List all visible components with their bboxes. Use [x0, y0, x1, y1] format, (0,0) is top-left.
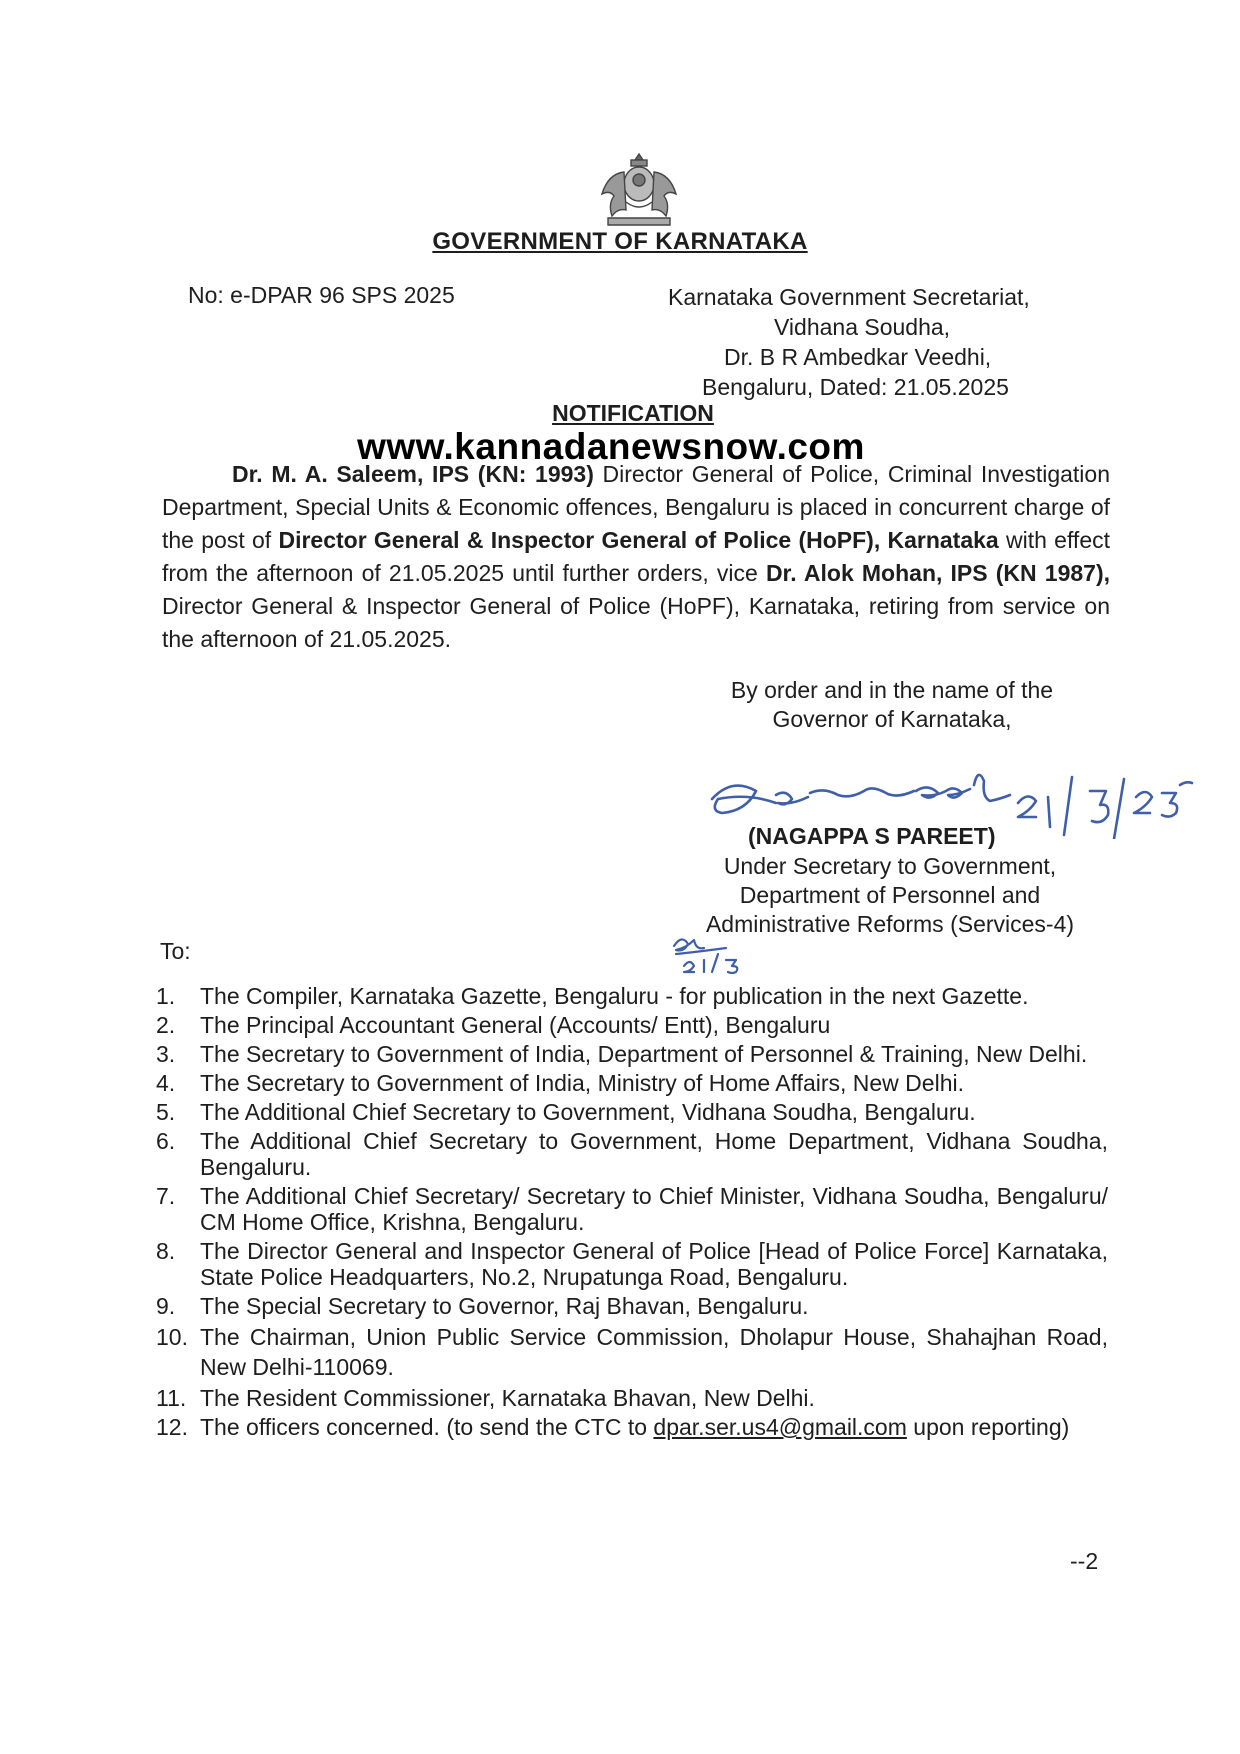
recipients-list	[156, 983, 1108, 1443]
page-number: --2	[1070, 1548, 1099, 1574]
list-item-number: 8.	[156, 1238, 176, 1264]
signatory-name: (NAGAPPA S PAREET)	[748, 823, 996, 849]
list-item	[156, 1183, 1108, 1235]
list-item	[156, 1414, 1108, 1440]
post-title: Director General & Inspector General of Police (HoPF), Karnataka	[278, 527, 999, 553]
list-item-number: 9.	[156, 1293, 176, 1319]
list-item-text: The Director General and Inspector General of Police [Head of Police Force] Karnataka, State Police Headquarters, No.2, Nrupatunga Road, Bengaluru.	[200, 1238, 1108, 1290]
address-line: Dr. B R Ambedkar Veedhi,	[724, 344, 992, 370]
to-label: To:	[160, 938, 191, 964]
list-item	[156, 1322, 1108, 1382]
list-item-text: The officers concerned. (to send the CTC to	[200, 1414, 654, 1440]
website-watermark: www.kannadanewsnow.com	[357, 426, 865, 467]
body-text: Director General & Inspector General of Police (HoPF), Karnataka, retiring from service on the afternoon of 21.05.2025.	[162, 593, 1110, 652]
list-item	[156, 1041, 1108, 1067]
list-item-number: 2.	[156, 1012, 176, 1038]
list-item-text: The Additional Chief Secretary/ Secretary to Chief Minister, Vidhana Soudha, Bengaluru/ CM Home Office, Krishna, Bengaluru.	[200, 1183, 1108, 1235]
list-item-number: 3.	[156, 1041, 176, 1067]
list-item	[156, 1012, 1108, 1038]
outgoing-officer-name: Dr. Alok Mohan, IPS (KN 1987),	[765, 560, 1110, 586]
signatory-designation	[680, 852, 1100, 939]
list-item	[156, 983, 1108, 1009]
list-item-number: 7.	[156, 1183, 176, 1209]
karnataka-emblem-icon	[594, 150, 684, 230]
designation-line: Administrative Reforms (Services-4)	[705, 911, 1075, 937]
designation-line: Department of Personnel and	[739, 882, 1041, 908]
notification-body	[162, 458, 1110, 656]
document-title: GOVERNMENT OF KARNATAKA	[432, 228, 808, 255]
list-item	[156, 1385, 1108, 1411]
list-item-text: The Secretary to Government of India, Ministry of Home Affairs, New Delhi.	[200, 1070, 964, 1096]
list-item-number: 11.	[156, 1385, 187, 1411]
list-item	[156, 1070, 1108, 1096]
list-item-text: The Chairman, Union Public Service Commission, Dholapur House, Shahajhan Road, New Delhi-110069.	[200, 1324, 1108, 1380]
list-item	[156, 1128, 1108, 1180]
notification-heading: NOTIFICATION	[552, 400, 714, 426]
list-item-text: The Additional Chief Secretary to Government, Vidhana Soudha, Bengaluru.	[200, 1099, 976, 1125]
list-item	[156, 1099, 1108, 1125]
list-item-text: The Resident Commissioner, Karnataka Bhavan, New Delhi.	[200, 1385, 815, 1411]
designation-line: Under Secretary to Government,	[723, 853, 1057, 879]
list-item-text: upon reporting)	[906, 1414, 1070, 1440]
list-item-number: 6.	[156, 1128, 176, 1154]
handwritten-initials	[668, 930, 764, 974]
list-item-text: The Principal Accountant General (Accounts/ Entt), Bengaluru	[200, 1012, 831, 1038]
body-text: Director General of Police, Criminal Investigation Department, Special Units & Economic offences, Bengaluru is placed in concurrent charge of the post of	[162, 461, 1110, 553]
order-line: Governor of Karnataka,	[772, 706, 1012, 732]
officer-name: Dr. M. A. Saleem, IPS (KN: 1993)	[232, 461, 594, 487]
list-item-number: 12.	[156, 1414, 188, 1440]
list-item-text: The Special Secretary to Governor, Raj Bhavan, Bengaluru.	[200, 1293, 809, 1319]
list-item-number: 1.	[156, 983, 176, 1009]
list-item-number: 4.	[156, 1070, 176, 1096]
address-line: Vidhana Soudha,	[774, 314, 951, 340]
order-clause	[712, 676, 1072, 734]
reference-number: No: e-DPAR 96 SPS 2025	[188, 282, 455, 308]
list-item	[156, 1238, 1108, 1290]
office-address	[668, 282, 1030, 402]
list-item-text: The Additional Chief Secretary to Government, Home Department, Vidhana Soudha, Bengaluru.	[200, 1128, 1108, 1180]
list-item	[156, 1293, 1108, 1319]
list-item-text: The Secretary to Government of India, Department of Personnel & Training, New Delhi.	[200, 1041, 1088, 1067]
order-line: By order and in the name of the	[730, 677, 1054, 703]
body-text: with effect from the afternoon of 21.05.2025 until further orders, vice	[162, 527, 1111, 586]
address-line: Bengaluru, Dated: 21.05.2025	[702, 374, 1009, 400]
list-item-text: The Compiler, Karnataka Gazette, Bengaluru - for publication in the next Gazette.	[200, 983, 1029, 1009]
list-item-number: 10.	[156, 1324, 188, 1350]
list-item-number: 5.	[156, 1099, 176, 1125]
address-line: Karnataka Government Secretariat,	[668, 284, 1030, 310]
email-link[interactable]: dpar.ser.us4@gmail.com	[653, 1414, 907, 1440]
